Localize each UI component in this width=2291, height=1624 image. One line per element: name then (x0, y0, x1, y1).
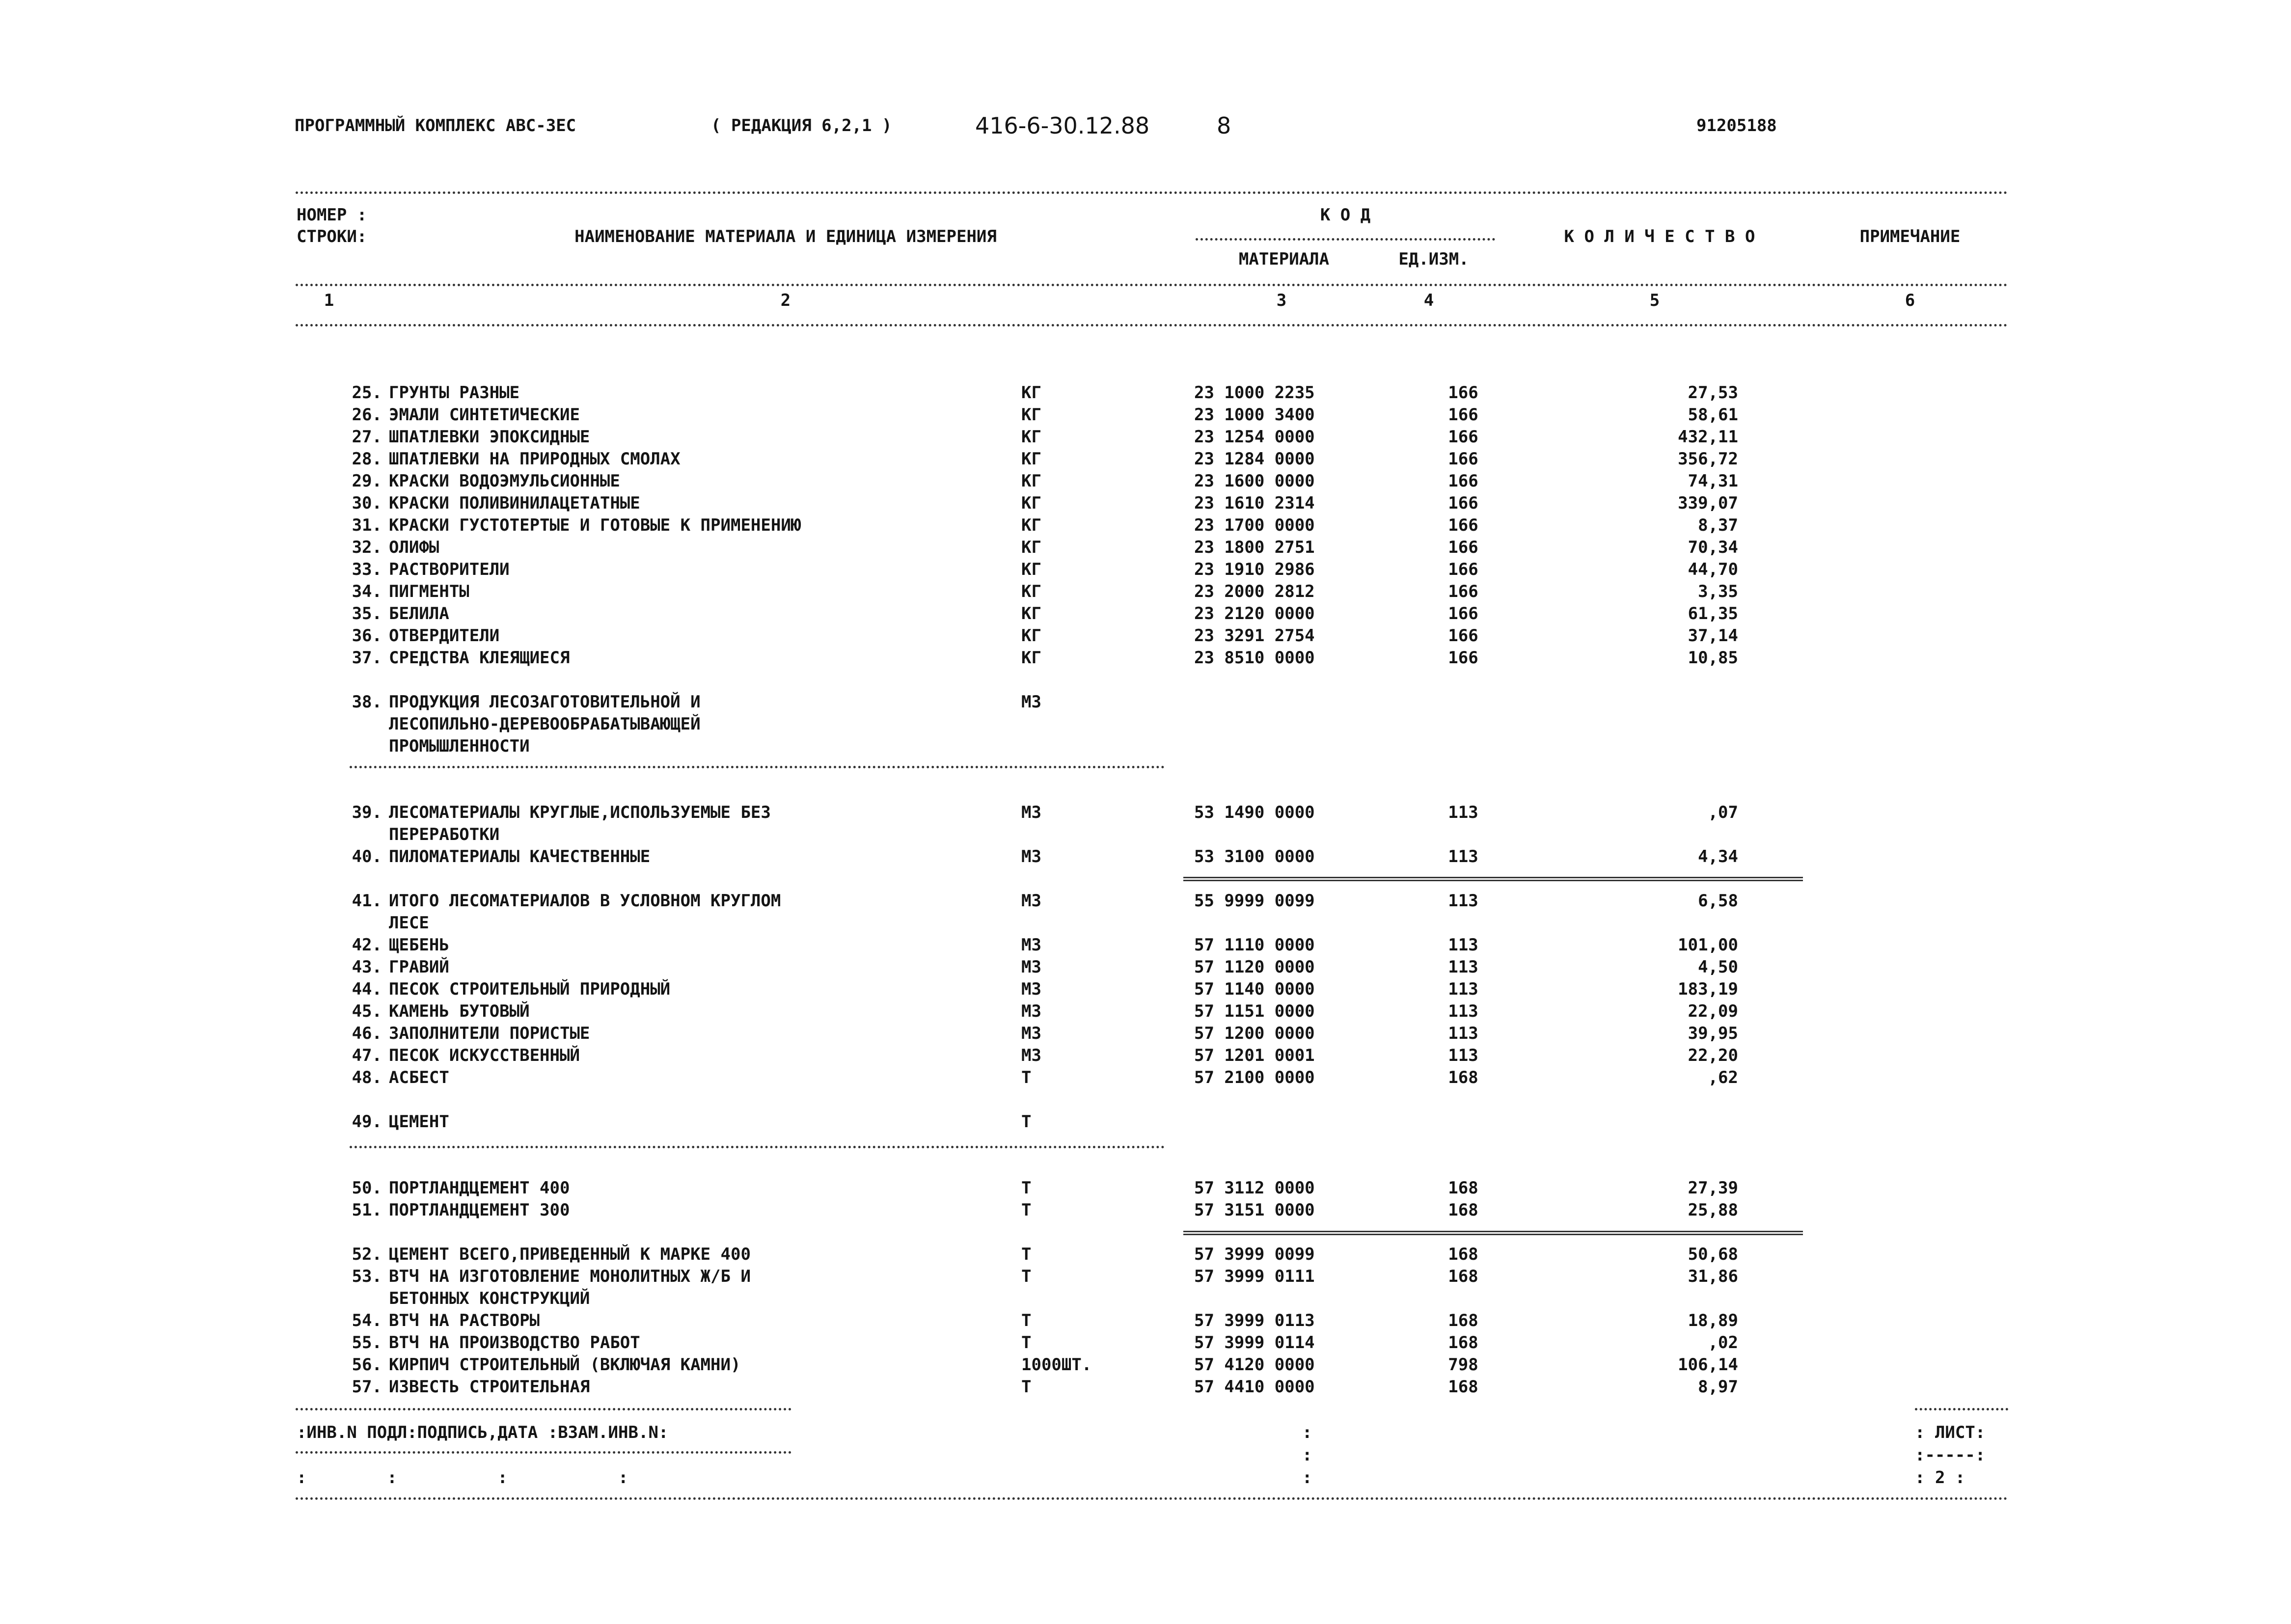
col-note-header: ПРИМЕЧАНИЕ (1859, 227, 1961, 246)
stamp-separator: : (1302, 1445, 1312, 1465)
table-row: ПЕРЕРАБОТКИ (389, 825, 500, 844)
table-row: 34. ПИГМЕНТЫ КГ 23 2000 2812 166 3,35 (352, 582, 1738, 601)
table-row: 40. ПИЛОМАТЕРИАЛЫ КАЧЕСТВЕННЫЕ М3 53 3100 0000 113 4,34 (352, 847, 1738, 866)
col-number-6: 6 (1905, 291, 1915, 310)
program-title: ПРОГРАММНЫЙ КОМПЛЕКС АВС-3ЕС (295, 116, 576, 135)
col-rownum-header-line2: СТРОКИ: (297, 227, 367, 246)
code-subheader-rule (1196, 238, 1495, 241)
table-row: 36. ОТВЕРДИТЕЛИ КГ 23 3291 2754 166 37,14 (352, 626, 1738, 646)
page-number: 8 (1217, 112, 1231, 139)
footer-top-rule-left (296, 1408, 791, 1410)
table-row: 44. ПЕСОК СТРОИТЕЛЬНЫЙ ПРИРОДНЫЙ М3 57 1140 0000 113 183,19 (352, 979, 1738, 999)
table-row: 57. ИЗВЕСТЬ СТРОИТЕЛЬНАЯ Т 57 4410 0000 168 8,97 (352, 1377, 1738, 1397)
table-row: 55. ВТЧ НА ПРОИЗВОДСТВО РАБОТ Т 57 3999 0114 168 ,02 (352, 1333, 1738, 1353)
table-row: 48. АСБЕСТ Т 57 2100 0000 168 ,62 (352, 1068, 1738, 1087)
stamp-separator: : (1302, 1468, 1312, 1488)
col-number-5: 5 (1649, 291, 1660, 310)
col-code-group-header: К О Д (1320, 205, 1371, 225)
col-code-unit-header: ЕД.ИЗМ. (1398, 249, 1469, 269)
table-row: 31. КРАСКИ ГУСТОТЕРТЫЕ И ГОТОВЫЕ К ПРИМЕНЕНИЮ КГ 23 1700 0000 166 8,37 (352, 515, 1738, 535)
footer-mid-rule (296, 1451, 791, 1454)
table-row: 49. ЦЕМЕНТ Т (352, 1112, 1032, 1132)
col-rownum-header-line1: НОМЕР : (297, 205, 367, 225)
col-number-2: 2 (780, 291, 791, 310)
table-row: 45. КАМЕНЬ БУТОВЫЙ М3 57 1151 0000 113 22,09 (352, 1001, 1738, 1021)
table-row: 39. ЛЕСОМАТЕРИАЛЫ КРУГЛЫЕ,ИСПОЛЬЗУЕМЫЕ БЕЗ М3 53 1490 0000 113 ,07 (352, 803, 1738, 822)
col-number-3: 3 (1276, 291, 1287, 310)
header-bottom-rule (296, 324, 2008, 326)
project-code: 416-6-30.12.88 (975, 112, 1150, 139)
table-row: 41. ИТОГО ЛЕСОМАТЕРИАЛОВ В УСЛОВНОМ КРУГЛОМ М3 55 9999 0099 113 6,58 (352, 891, 1738, 911)
stamp-blank-cells: : : : : (297, 1468, 628, 1488)
table-top-rule (296, 191, 2008, 194)
footer-bottom-rule (296, 1497, 2008, 1500)
table-row: 25. ГРУНТЫ РАЗНЫЕ КГ 23 1000 2235 166 27,53 (352, 383, 1738, 403)
table-row: 30. КРАСКИ ПОЛИВИНИЛАЦЕТАТНЫЕ КГ 23 1610 2314 166 339,07 (352, 493, 1738, 513)
table-row: 35. БЕЛИЛА КГ 23 2120 0000 166 61,35 (352, 604, 1738, 623)
table-row: 33. РАСТВОРИТЕЛИ КГ 23 1910 2986 166 44,70 (352, 560, 1738, 579)
col-number-4: 4 (1423, 291, 1434, 310)
table-row: 38. ПРОДУКЦИЯ ЛЕСОЗАГОТОВИТЕЛЬНОЙ И М3 (352, 692, 1041, 712)
stamp-labels: :ИНВ.N ПОДЛ:ПОДПИСЬ,ДАТА :ВЗАМ.ИНВ.N: (297, 1423, 669, 1442)
sheet-label: : ЛИСТ: (1915, 1423, 1986, 1442)
col-number-1: 1 (324, 291, 334, 310)
sheet-number: : 2 : (1915, 1468, 1965, 1488)
subtotal-rule (1183, 1231, 1803, 1235)
col-code-material-header: МАТЕРИАЛА (1238, 249, 1330, 269)
table-row: 53. ВТЧ НА ИЗГОТОВЛЕНИЕ МОНОЛИТНЫХ Ж/Б И Т 57 3999 0111 168 31,86 (352, 1267, 1738, 1286)
table-row: 52. ЦЕМЕНТ ВСЕГО,ПРИВЕДЕННЫЙ К МАРКЕ 400 Т 57 3999 0099 168 50,68 (352, 1245, 1738, 1264)
table-row: 50. ПОРТЛАНДЦЕМЕНТ 400 Т 57 3112 0000 168 27,39 (352, 1178, 1738, 1198)
col-name-header: НАИМЕНОВАНИЕ МАТЕРИАЛА И ЕДИНИЦА ИЗМЕРЕНИЯ (574, 227, 997, 246)
table-row: БЕТОННЫХ КОНСТРУКЦИЙ (389, 1289, 590, 1308)
group-rule (350, 1146, 1165, 1148)
table-row: 51. ПОРТЛАНДЦЕМЕНТ 300 Т 57 3151 0000 168 25,88 (352, 1200, 1738, 1220)
group-rule (350, 766, 1165, 768)
col-quantity-header: К О Л И Ч Е С Т В О (1564, 227, 1755, 246)
document-id: 91205188 (1696, 116, 1777, 135)
table-row: 28. ШПАТЛЕВКИ НА ПРИРОДНЫХ СМОЛАХ КГ 23 1284 0000 166 356,72 (352, 449, 1738, 469)
table-row: 46. ЗАПОЛНИТЕЛИ ПОРИСТЫЕ М3 57 1200 0000 113 39,95 (352, 1024, 1738, 1043)
footer-top-rule-right (1915, 1408, 2008, 1410)
table-row: 47. ПЕСОК ИСКУССТВЕННЫЙ М3 57 1201 0001 113 22,20 (352, 1046, 1738, 1065)
table-row: 37. СРЕДСТВА КЛЕЯЩИЕСЯ КГ 23 8510 0000 166 10,85 (352, 648, 1738, 668)
table-row: 29. КРАСКИ ВОДОЭМУЛЬСИОННЫЕ КГ 23 1600 0000 166 74,31 (352, 471, 1738, 491)
table-row: 27. ШПАТЛЕВКИ ЭПОКСИДНЫЕ КГ 23 1254 0000 166 432,11 (352, 427, 1738, 447)
table-row: ПРОМЫШЛЕННОСТИ (389, 736, 530, 756)
table-row: 56. КИРПИЧ СТРОИТЕЛЬНЫЙ (ВКЛЮЧАЯ КАМНИ) 1000ШТ. 57 4120 0000 798 106,14 (352, 1355, 1738, 1375)
table-row: 32. ОЛИФЫ КГ 23 1800 2751 166 70,34 (352, 538, 1738, 557)
table-row: 42. ЩЕБЕНЬ М3 57 1110 0000 113 101,00 (352, 935, 1738, 955)
table-row: 43. ГРАВИЙ М3 57 1120 0000 113 4,50 (352, 957, 1738, 977)
sheet-separator: :-----: (1915, 1445, 1986, 1465)
subtotal-rule (1183, 877, 1803, 881)
table-row: ЛЕСЕ (389, 913, 429, 933)
table-row: 26. ЭМАЛИ СИНТЕТИЧЕСКИЕ КГ 23 1000 3400 166 58,61 (352, 405, 1738, 425)
table-row: ЛЕСОПИЛЬНО-ДЕРЕВООБРАБАТЫВАЮЩЕЙ (389, 714, 701, 734)
edition-label: ( РЕДАКЦИЯ 6,2,1 ) (711, 116, 892, 135)
header-divider (296, 284, 2008, 286)
table-row: 54. ВТЧ НА РАСТВОРЫ Т 57 3999 0113 168 18,89 (352, 1311, 1738, 1330)
stamp-separator: : (1302, 1423, 1312, 1442)
